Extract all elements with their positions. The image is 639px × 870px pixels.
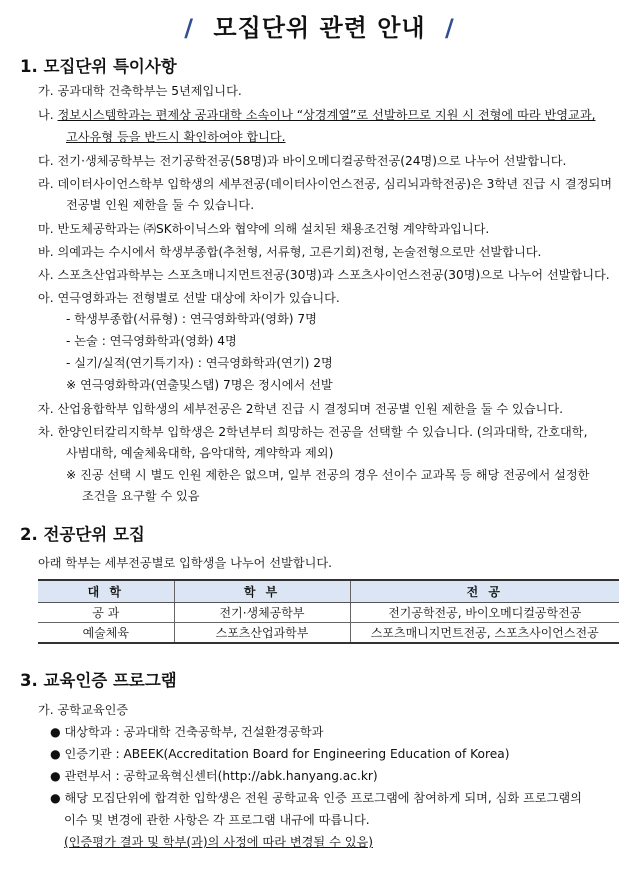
section-1-heading: 1. 모집단위 특이사항 [20, 57, 177, 76]
item-a-sub-1: - 학생부종합(서류형) : 연극영화학과(영화) 7명 [66, 312, 317, 326]
item-cha-line2: 사범대학, 예술체육대학, 음악대학, 계약학과 제외) [66, 446, 334, 460]
footnote: (인증평가 결과 및 학부(과)의 사정에 따라 변경될 수 있음) [64, 835, 374, 849]
bullet-dot-icon: ● [50, 725, 61, 739]
item-ra-line1: 라. 데이터사이언스학부 입학생의 세부전공(데이터사이언스전공, 심리뇌과학전공)은 3학년 진급 시 결정되며 [38, 177, 613, 191]
table-header-row [38, 580, 619, 603]
item-cha-line1: 차. 한양인터칼리지학부 입학생은 2학년부터 희망하는 전공을 선택할 수 있습니다. (의과대학, 간호대학, [38, 425, 588, 439]
item-a-sub-2: - 논술 : 연극영화학과(영화) 4명 [66, 334, 237, 348]
table-cell-major: 스포츠매니지먼트전공, 스포츠사이언스전공 [350, 623, 619, 644]
bullet-dot-icon: ● [50, 791, 61, 805]
table-header-college: 대 학 [38, 580, 174, 603]
item-da: 다. 전기·생체공학부는 전기공학전공(58명)과 바이오메디컬공학전공(24명)으로 나누어 선발합니다. [38, 154, 567, 168]
section-2-intro: 아래 학부는 세부전공별로 입학생을 나누어 선발합니다. [38, 556, 333, 570]
table-row [38, 623, 619, 644]
bullet-item: ● 인증기관 : ABEEK(Accreditation Board for Engineering Education of Korea) [50, 747, 510, 761]
section-3-ga: 가. 공학교육인증 [38, 703, 129, 717]
item-cha-note-line1: ※ 진공 선택 시 별도 인원 제한은 없으며, 일부 전공의 경우 선이수 교과목 등 해당 전공에서 설정한 [66, 468, 590, 482]
item-a: 아. 연극영화과는 전형별로 선발 대상에 차이가 있습니다. [38, 291, 340, 305]
item-ma: 마. 반도체공학과는 ㈜SK하이닉스와 협약에 의해 설치된 채용조건형 계약학과입니다. [38, 222, 490, 236]
item-sa: 사. 스포츠산업과학부는 스포츠매니지먼트전공(30명)과 스포츠사이언스전공(30명)으로 나누어 선발합니다. [38, 268, 610, 282]
item-ga: 가. 공과대학 건축학부는 5년제입니다. [38, 84, 242, 98]
item-na-underlined: 정보시스템학과는 편제상 공과대학 소속이나 “상경계열”로 선발하므로 지원 시 전형에 따라 반영교과, [57, 108, 596, 122]
item-cha-note-line2: 조건을 요구할 수 있음 [82, 489, 200, 503]
table-row [38, 603, 619, 623]
item-a-sub-3: - 실기/실적(연기특기자) : 연극영화학과(연기) 2명 [66, 356, 333, 370]
table-cell-college: 예술체육 [38, 623, 174, 644]
item-na-prefix: 나. [38, 108, 58, 122]
item-ja: 자. 산업융합학부 입학생의 세부전공은 2학년 진급 시 결정되며 전공별 인원 제한을 둘 수 있습니다. [38, 402, 564, 416]
bullet-item: ● 관련부서 : 공학교육혁신센터(http://abk.hanyang.ac.kr) [50, 769, 378, 783]
item-ra-line2: 전공별 인원 제한을 둘 수 있습니다. [66, 198, 255, 212]
page-title [0, 8, 639, 43]
table-header-school: 학 부 [174, 580, 350, 603]
bullet-dot-icon: ● [50, 747, 61, 761]
title-slash-right: / [444, 14, 455, 42]
item-ba: 바. 의예과는 수시에서 학생부종합(추천형, 서류형, 고른기회)전형, 논술전형으로만 선발합니다. [38, 245, 542, 259]
table-cell-major: 전기공학전공, 바이오메디컬공학전공 [350, 603, 619, 623]
section-3-heading: 3. 교육인증 프로그램 [20, 671, 177, 690]
item-na-line2: 고사유형 등을 반드시 확인하여야 합니다. [66, 130, 286, 144]
table-cell-school: 전기·생체공학부 [174, 603, 350, 623]
table-cell-school: 스포츠산업과학부 [174, 623, 350, 644]
section-2-heading: 2. 전공단위 모집 [20, 525, 145, 544]
bullet-dot-icon: ● [50, 769, 61, 783]
table-header-major: 전 공 [350, 580, 619, 603]
bullet-item: ● 대상학과 : 공과대학 건축공학부, 건설환경공학과 [50, 725, 324, 739]
title-text: 모집단위 관련 안내 [213, 14, 426, 42]
item-na-line1 [38, 107, 595, 123]
major-table [38, 579, 619, 644]
bullet-continuation: 이수 및 변경에 관한 사항은 각 프로그램 내규에 따릅니다. [64, 813, 370, 827]
table-cell-college: 공 과 [38, 603, 174, 623]
title-slash-left: / [184, 14, 195, 42]
bullet-item: ● 해당 모집단위에 합격한 입학생은 전원 공학교육 인증 프로그램에 참여하게 되며, 심화 프로그램의 [50, 791, 582, 805]
item-a-note: ※ 연극영화학과(연출및스탭) 7명은 정시에서 선발 [66, 378, 333, 392]
